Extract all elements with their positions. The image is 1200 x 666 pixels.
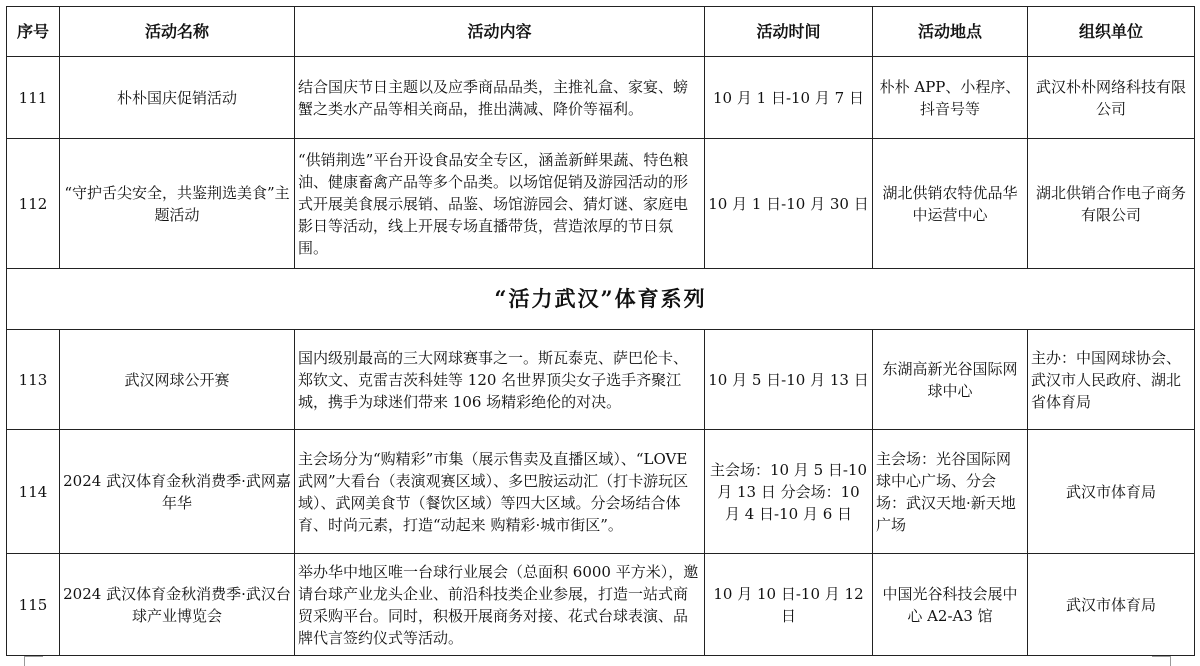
table-row <box>7 330 1195 430</box>
cell-org: 武汉市体育局 <box>1028 554 1195 656</box>
table-row <box>7 430 1195 554</box>
cell-place: 主会场：光谷国际网球中心广场、分会场：武汉天地·新天地广场 <box>873 430 1028 554</box>
header-no: 序号 <box>7 7 60 57</box>
cell-name: 武汉网球公开赛 <box>60 330 295 430</box>
cell-time: 10 月 5 日-10 月 13 日 <box>705 330 873 430</box>
cell-org: 武汉市体育局 <box>1028 430 1195 554</box>
cell-org: 主办：中国网球协会、武汉市人民政府、湖北省体育局 <box>1028 330 1195 430</box>
cell-content: 举办华中地区唯一台球行业展会（总面积 6000 平方米），邀请台球产业龙头企业、前沿科技类企业参展，打造一站式商贸采购平台。同时，积极开展商务对接、花式台球表演、品牌代言签约仪式等活动。 <box>295 554 705 656</box>
activity-table-wrapper <box>6 6 1194 656</box>
header-content: 活动内容 <box>295 7 705 57</box>
cell-name: 2024 武汉体育金秋消费季·武网嘉年华 <box>60 430 295 554</box>
header-org: 组织单位 <box>1028 7 1195 57</box>
cell-place: 东湖高新光谷国际网球中心 <box>873 330 1028 430</box>
cell-no: 115 <box>7 554 60 656</box>
cell-content: “供销荆选”平台开设食品安全专区，涵盖新鲜果蔬、特色粮油、健康畜禽产品等多个品类。以场馆促销及游园活动的形式开展美食展示展销、品鉴、场馆游园会、猜灯谜、家庭电影日等活动，线上开展专场直播带货，营造浓厚的节日氛围。 <box>295 139 705 269</box>
header-row <box>7 7 1195 57</box>
cell-time: 主会场：10 月 5 日-10 月 13 日 分会场：10 月 4 日-10 月 6 日 <box>705 430 873 554</box>
cell-no: 111 <box>7 57 60 139</box>
table-row <box>7 57 1195 139</box>
header-time: 活动时间 <box>705 7 873 57</box>
cell-name: “守护舌尖安全，共鉴荆选美食”主题活动 <box>60 139 295 269</box>
cell-content: 结合国庆节日主题以及应季商品品类，主推礼盒、家宴、螃蟹之类水产品等相关商品，推出满减、降价等福利。 <box>295 57 705 139</box>
cell-time: 10 月 1 日-10 月 7 日 <box>705 57 873 139</box>
cell-time: 10 月 1 日-10 月 30 日 <box>705 139 873 269</box>
section-row <box>7 269 1195 330</box>
cell-time: 10 月 10 日-10 月 12 日 <box>705 554 873 656</box>
activity-table <box>6 6 1195 656</box>
cell-no: 114 <box>7 430 60 554</box>
header-name: 活动名称 <box>60 7 295 57</box>
cell-place: 朴朴 APP、小程序、抖音号等 <box>873 57 1028 139</box>
cell-no: 112 <box>7 139 60 269</box>
cell-content: 国内级别最高的三大网球赛事之一。斯瓦泰克、萨巴伦卡、郑钦文、克雷吉茨科娃等 120 名世界顶尖女子选手齐聚江城，携手为球迷们带来 106 场精彩绝伦的对决。 <box>295 330 705 430</box>
cell-no: 113 <box>7 330 60 430</box>
cell-org: 湖北供销合作电子商务有限公司 <box>1028 139 1195 269</box>
section-title: “活力武汉”体育系列 <box>7 269 1195 330</box>
cell-name: 朴朴国庆促销活动 <box>60 57 295 139</box>
cell-place: 湖北供销农特优品华中运营中心 <box>873 139 1028 269</box>
cell-content: 主会场分为“购精彩”市集（展示售卖及直播区域）、“LOVE 武网”大看台（表演观赛区域）、多巴胺运动汇（打卡游玩区域）、武网美食节（餐饮区域）等四大区域。分会场结合体育、时尚元素，打造“动起来 购精彩·城市街区”。 <box>295 430 705 554</box>
table-row <box>7 554 1195 656</box>
cell-place: 中国光谷科技会展中心 A2-A3 馆 <box>873 554 1028 656</box>
header-place: 活动地点 <box>873 7 1028 57</box>
cell-org: 武汉朴朴网络科技有限公司 <box>1028 57 1195 139</box>
cell-name: 2024 武汉体育金秋消费季·武汉台球产业博览会 <box>60 554 295 656</box>
table-row <box>7 139 1195 269</box>
